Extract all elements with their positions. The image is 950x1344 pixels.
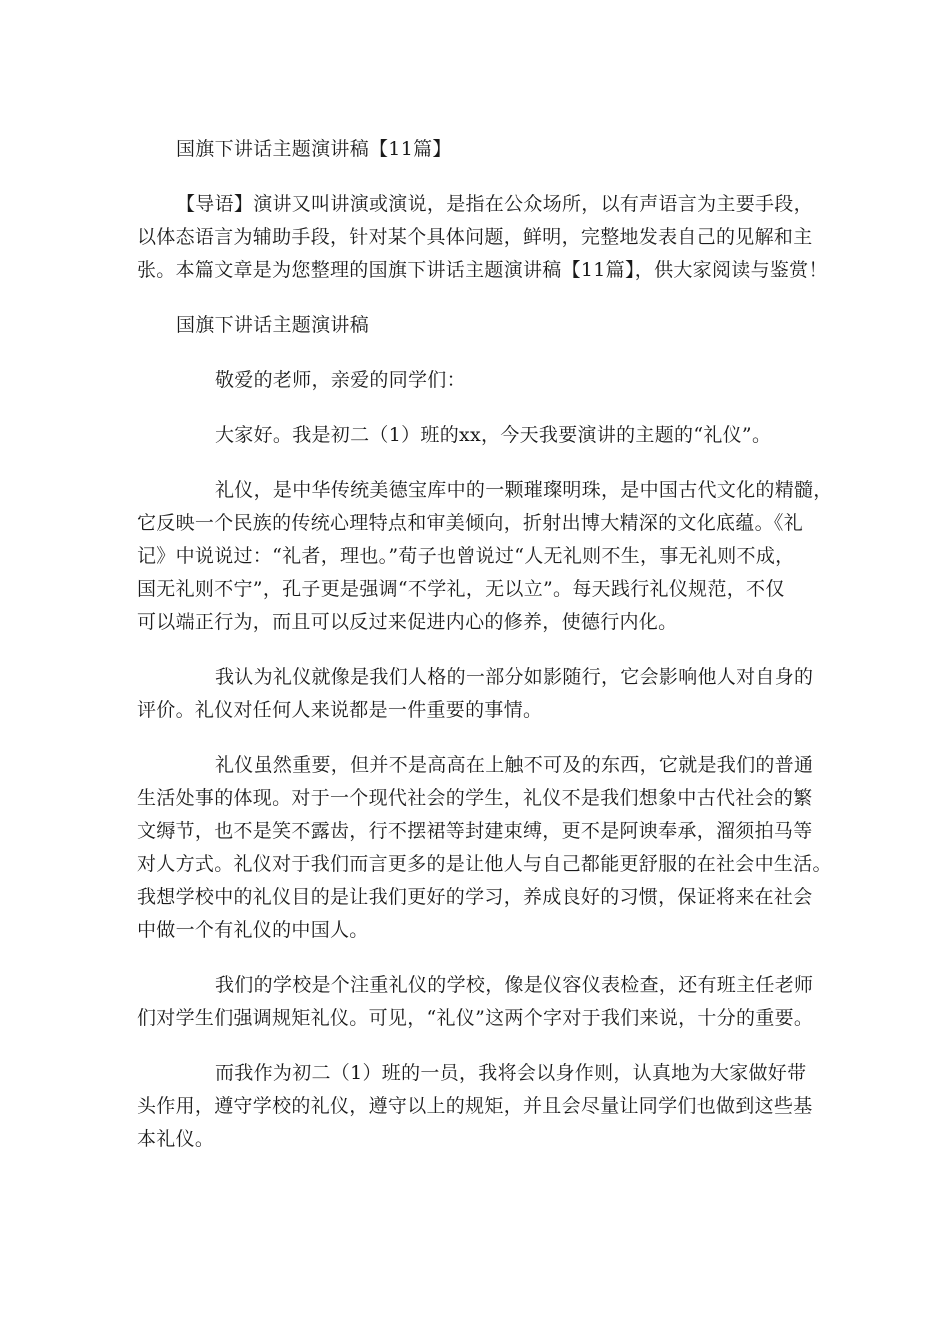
paragraph-line: 我们的学校是个注重礼仪的学校，像是仪容仪表检查，还有班主任老师: [215, 974, 814, 996]
speech-subtitle: 国旗下讲话主题演讲稿: [176, 314, 370, 336]
paragraph-line: 本礼仪。: [137, 1128, 215, 1150]
paragraph-line: 我想学校中的礼仪目的是让我们更好的学习，养成良好的习惯，保证将来在社会: [137, 886, 813, 908]
paragraph-line: 而我作为初二（1）班的一员，我将会以身作则，认真地为大家做好带: [215, 1062, 807, 1084]
speech-opening: 大家好。我是初二（1）班的xx，今天我要演讲的主题的“礼仪”。: [215, 424, 772, 446]
paragraph-line: 礼仪虽然重要，但并不是高高在上触不可及的东西，它就是我们的普通: [215, 754, 814, 776]
intro-line: 张。本篇文章是为您整理的国旗下讲话主题演讲稿【11篇】，供大家阅读与鉴赏！: [137, 259, 828, 281]
paragraph-line: 头作用，遵守学校的礼仪，遵守以上的规矩，并且会尽量让同学们也做到这些基: [137, 1095, 813, 1117]
paragraph-line: 可以端正行为，而且可以反过来促进内心的修养，使德行内化。: [137, 611, 678, 633]
paragraph-line: 评价。礼仪对任何人来说都是一件重要的事情。: [137, 699, 543, 721]
paragraph-line: 对人方式。礼仪对于我们而言更多的是让他人与自己都能更舒服的在社会中生活。: [137, 853, 832, 875]
intro-line: 以体态语言为辅助手段，针对某个具体问题，鲜明，完整地发表自己的见解和主: [137, 226, 813, 248]
intro-line: 【导语】演讲又叫讲演或演说，是指在公众场所，以有声语言为主要手段，: [176, 193, 813, 215]
paragraph-line: 礼仪，是中华传统美德宝库中的一颗璀璨明珠，是中国古代文化的精髓，: [215, 479, 833, 501]
paragraph-line: 记》中说说过：“礼者，理也。”荀子也曾说过“人无礼则不生，事无礼则不成，: [137, 545, 795, 567]
paragraph-line: 文缛节，也不是笑不露齿，行不摆裙等封建束缚，更不是阿谀奉承，溜须拍马等: [137, 820, 813, 842]
paragraph-line: 们对学生们强调规矩礼仪。可见，“礼仪”这两个字对于我们来说，十分的重要。: [137, 1007, 814, 1029]
paragraph-line: 我认为礼仪就像是我们人格的一部分如影随行，它会影响他人对自身的: [215, 666, 814, 688]
document-title: 国旗下讲话主题演讲稿【11篇】: [176, 138, 452, 160]
paragraph-line: 国无礼则不宁”，孔子更是强调“不学礼，无以立”。每天践行礼仪规范，不仅: [137, 578, 785, 600]
paragraph-line: 中做一个有礼仪的中国人。: [137, 919, 369, 941]
speech-greeting: 敬爱的老师，亲爱的同学们：: [215, 369, 466, 391]
paragraph-line: 生活处事的体现。对于一个现代社会的学生，礼仪不是我们想象中古代社会的繁: [137, 787, 813, 809]
paragraph-line: 它反映一个民族的传统心理特点和审美倾向，折射出博大精深的文化底蕴。《礼: [137, 512, 804, 534]
